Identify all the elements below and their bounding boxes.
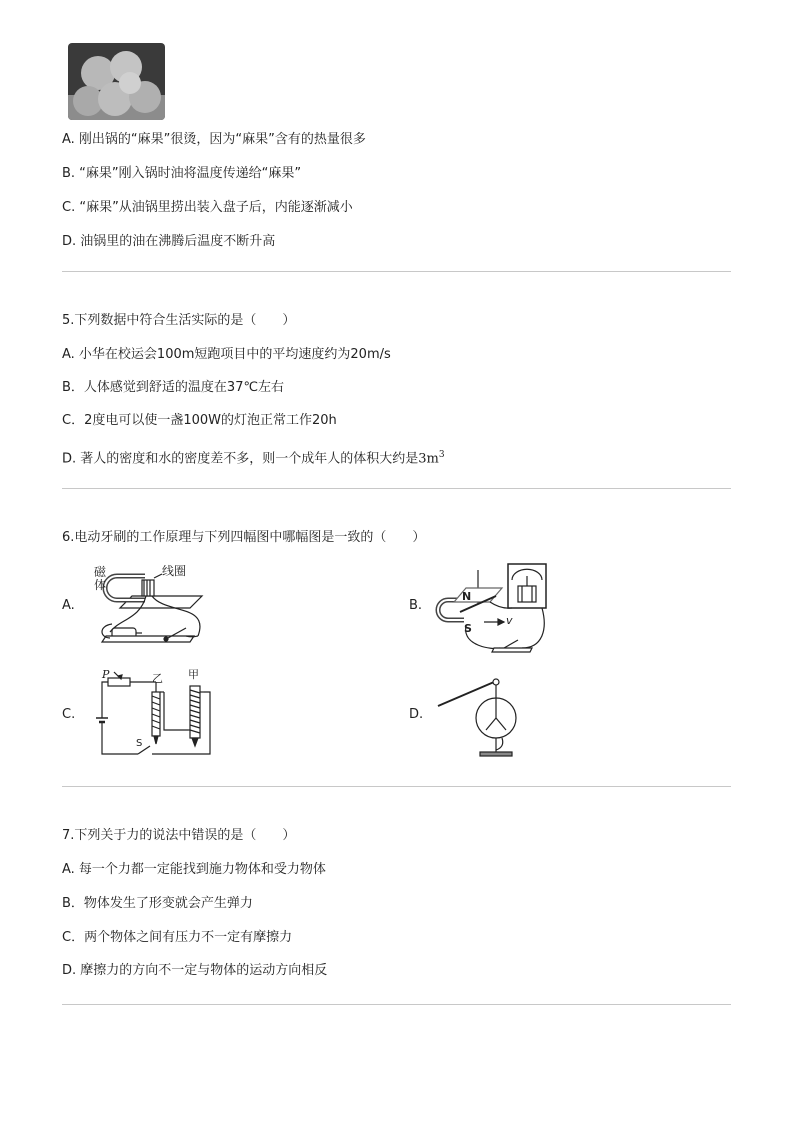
north-pole-label: N [462,590,472,603]
q4-option-c[interactable]: C. “麻果”从油锅里捞出装入盘子后，内能逐渐减小 [62,200,353,215]
q5-option-d-unit: 3m [418,451,439,467]
q6-figure-a[interactable] [90,564,215,650]
q5-option-b[interactable]: B．人体感觉到舒适的温度在37℃左右 [62,380,285,395]
nail-yi-label: 乙 [152,672,163,685]
south-pole-label: S [464,622,472,635]
rheostat-p-label: P [102,668,110,681]
q6-figure-d[interactable] [432,676,524,760]
q5-option-a[interactable]: A. 小华在校运会100m短跑项目中的平均速度约为20m/s [62,347,391,362]
q7-option-a[interactable]: A. 每一个力都一定能找到施力物体和受力物体 [62,862,326,877]
q7-stem: 7.下列关于力的说法中错误的是（ ） [62,828,296,843]
q6-stem: 6.电动牙刷的工作原理与下列四幅图中哪幅图是一致的（ ） [62,530,426,545]
q5-option-d-text: D. 著人的密度和水的密度差不多，则一个成年人的体积大约是 [62,451,419,467]
divider [62,1004,731,1005]
q7-option-c[interactable]: C．两个物体之间有压力不一定有摩擦力 [62,930,293,945]
q4-option-a[interactable]: A. 刚出锅的“麻果”很烫，因为“麻果”含有的热量很多 [62,132,366,147]
coil-label: 线圈 [162,564,187,578]
q6-option-a-label[interactable]: A. [62,598,75,613]
q7-option-b[interactable]: B．物体发生了形变就会产生弹力 [62,896,253,911]
q6-option-b-label[interactable]: B. [409,598,423,613]
divider [62,786,731,787]
sesame-balls-photo [68,43,165,120]
magnet-label: 磁 体 [94,565,107,592]
q5-stem: 5.下列数据中符合生活实际的是（ ） [62,313,296,328]
q6-option-d-label[interactable]: D. [409,707,424,722]
q4-option-b[interactable]: B. “麻果”刚入锅时油将温度传递给“麻果” [62,166,302,181]
q6-option-c-label[interactable]: C. [62,707,76,722]
q7-option-d[interactable]: D. 摩擦力的方向不一定与物体的运动方向相反 [62,963,328,978]
q6-figure-b[interactable] [432,560,550,658]
divider [62,271,731,272]
q5-option-c[interactable]: C．2度电可以使一盏100W的灯泡正常工作20h [62,413,337,428]
q5-option-d-unit-exponent: 3 [438,450,445,460]
divider [62,488,731,489]
velocity-label: v [506,614,513,627]
switch-s-label: S [136,738,143,749]
q5-option-d[interactable] [62,446,445,468]
q6-figure-c[interactable] [88,668,220,764]
nail-jia-label: 甲 [188,668,199,681]
q4-option-d[interactable]: D. 油锅里的油在沸腾后温度不断升高 [62,234,276,249]
